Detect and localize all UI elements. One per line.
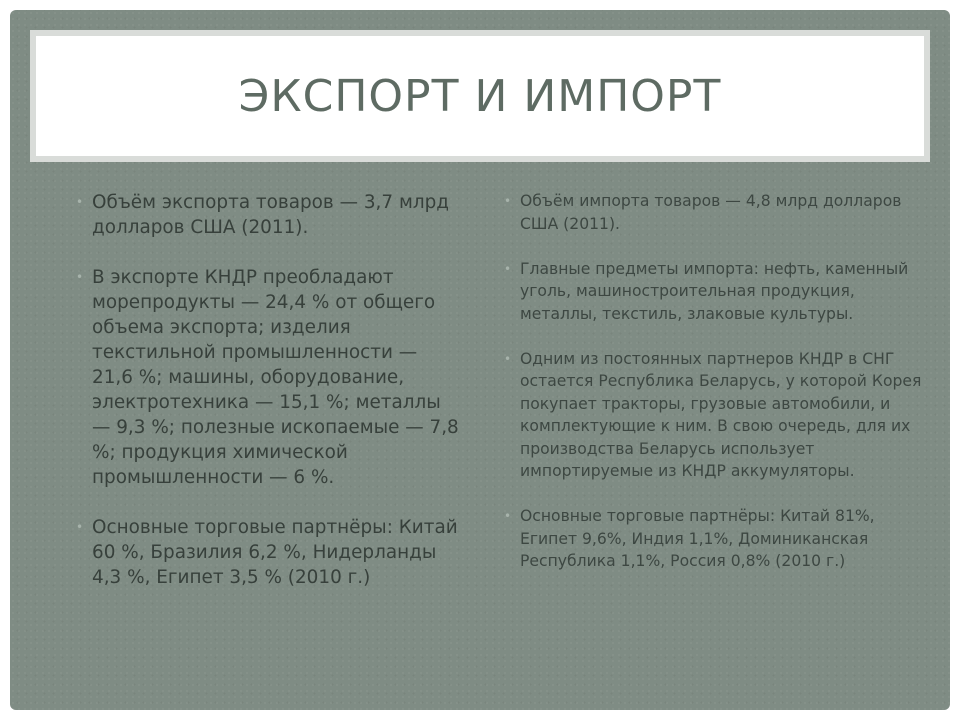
- import-item: [504, 190, 924, 235]
- import-item-text: Основные торговые партнёры: Китай 81%, Египет 9,6%, Индия 1,1%, Доминиканская Республика 1,1%, Россия 0,8% (2010 г.): [520, 507, 875, 570]
- export-item: [76, 190, 460, 240]
- bullet-icon: •: [504, 351, 512, 366]
- export-item: [76, 515, 460, 590]
- bullet-icon: •: [504, 194, 512, 208]
- export-item: [76, 265, 460, 490]
- bullet-icon: •: [504, 261, 512, 276]
- title-box: [36, 36, 924, 156]
- export-column: [76, 190, 460, 615]
- bullet-icon: •: [76, 270, 84, 284]
- import-item: [504, 258, 924, 326]
- bullet-icon: •: [76, 520, 84, 534]
- import-item-text: Объём импорта товаров — 4,8 млрд долларов США (2011).: [520, 192, 902, 233]
- import-item: [504, 505, 924, 573]
- import-item-text: Главные предметы импорта: нефть, каменный уголь, машиностроительная продукция, металлы, текстиль, злаковые культуры.: [520, 259, 909, 323]
- bullet-icon: •: [76, 195, 84, 209]
- slide: [10, 10, 950, 710]
- slide-title: ЭКСПОРТ И ИМПОРТ: [238, 70, 722, 122]
- title-frame: [30, 30, 930, 162]
- bullet-icon: •: [504, 509, 512, 523]
- import-column: [504, 190, 924, 595]
- export-item-text: Основные торговые партнёры: Китай 60 %, Бразилия 6,2 %, Нидерланды 4,3 %, Египет 3,5 % (2010 г.): [92, 517, 458, 588]
- import-item: [504, 348, 924, 483]
- export-item-text: Объём экспорта товаров — 3,7 млрд долларов США (2011).: [92, 192, 449, 238]
- export-item-text: В экспорте КНДР преобладают морепродукты — 24,4 % от общего объема экспорта; изделия текстильной промышленности — 21,6 %; машины, оборудование, электротехника — 15,1 %; металлы — 9,3 %; полезные ископаемые — 7,8 %; продукция химической промышленности — 6 %.: [92, 267, 459, 488]
- import-item-text: Одним из постоянных партнеров КНДР в СНГ остается Республика Беларусь, у которой Корея покупает тракторы, грузовые автомобили, и комплектующие к ним. В свою очередь, для их производства Беларусь использует импортируемые из КНДР аккумуляторы.: [520, 349, 922, 480]
